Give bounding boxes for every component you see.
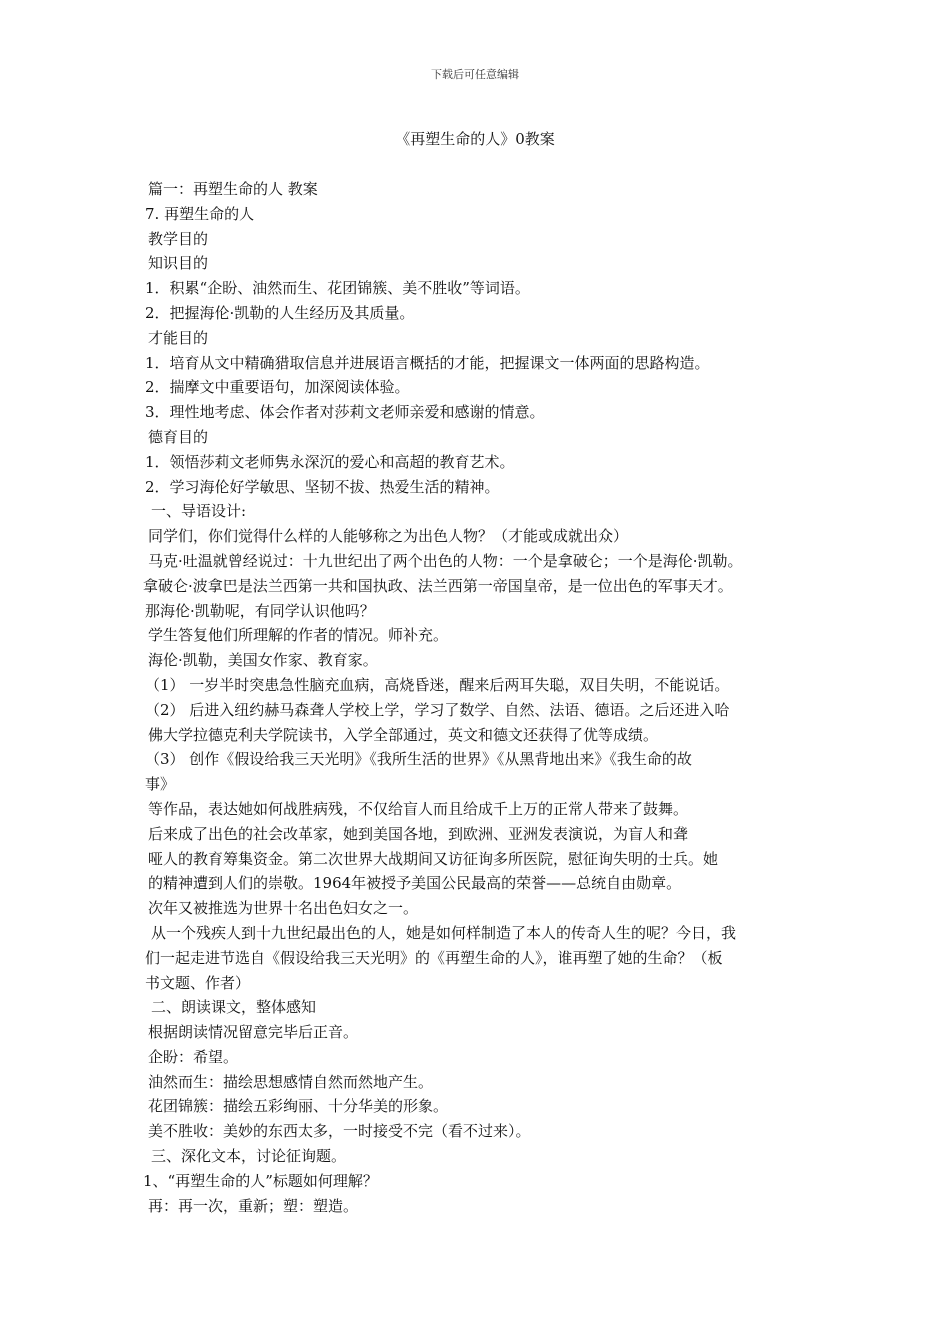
paragraph-line: 一、导语设计:: [151, 502, 247, 521]
paragraph-line: 7. 再塑生命的人: [145, 204, 255, 223]
paragraph-line: 从一个残疾人到十九世纪最出色的人，她是如何样制造了本人的传奇人生的呢？今日，我: [151, 923, 737, 942]
paragraph-line: 马克·吐温就曾经说过：十九世纪出了两个出色的人物：一个是拿破仑；一个是海伦·凯勒。: [148, 551, 743, 570]
paragraph-line: 2．揣摩文中重要语句，加深阅读体验。: [145, 378, 410, 397]
page-header-note: 下载后可任意编辑: [431, 68, 519, 81]
paragraph-line: 事》: [145, 775, 176, 794]
paragraph-line: 那海伦·凯勒呢，有同学认识他吗？: [145, 601, 375, 620]
paragraph-line: 1、“再塑生命的人”标题如何理解？: [143, 1171, 378, 1190]
paragraph-line: 等作品，表达她如何战胜病残，不仅给盲人而且给成千上万的正常人带来了鼓舞。: [148, 799, 689, 818]
paragraph-line: 知识目的: [148, 254, 209, 273]
paragraph-line: 哑人的教育筹集资金。第二次世界大战期间又访征询多所医院，慰征询失明的士兵。她: [148, 849, 719, 868]
paragraph-line: 同学们，你们觉得什么样的人能够称之为出色人物？（才能或成就出众）: [148, 527, 629, 546]
paragraph-line: 1．培育从文中精确猎取信息并进展语言概括的才能，把握课文一体两面的思路构造。: [145, 353, 710, 372]
paragraph-line: 次年又被推选为世界十名出色妇女之一。: [148, 899, 419, 918]
paragraph-line: 海伦·凯勒，美国女作家、教育家。: [148, 651, 378, 670]
paragraph-line: 根据朗读情况留意完毕后正音。: [148, 1023, 359, 1042]
paragraph-line: 1．积累“企盼、油然而生、花团锦簇、美不胜收”等词语。: [145, 279, 530, 298]
paragraph-line: 1．领悟莎莉文老师隽永深沉的爱心和高超的教育艺术。: [145, 452, 515, 471]
paragraph-line: 企盼：希望。: [148, 1047, 239, 1066]
paragraph-line: 书文题、作者）: [145, 973, 251, 992]
paragraph-line: 拿破仑·波拿巴是法兰西第一共和国执政、法兰西第一帝国皇帝，是一位出色的军事天才。: [143, 576, 733, 595]
paragraph-line: 2．把握海伦·凯勒的人生经历及其质量。: [145, 303, 415, 322]
paragraph-line: 佛大学拉德克利夫学院读书，入学全部通过，英文和德文还获得了优等成绩。: [148, 725, 659, 744]
paragraph-line: 教学目的: [148, 229, 209, 248]
paragraph-line: （3） 创作《假设给我三天光明》《我所生活的世界》《从黑背地出来》《我生命的故: [145, 750, 692, 769]
paragraph-line: （2） 后进入纽约赫马森聋人学校上学，学习了数学、自然、法语、德语。之后还进入哈: [145, 700, 730, 719]
paragraph-line: 3．理性地考虑、体会作者对莎莉文老师亲爱和感谢的情意。: [145, 403, 545, 422]
paragraph-line: 们一起走进节选自《假设给我三天光明》的《再塑生命的人》，谁再塑了她的生命？（板: [145, 948, 723, 967]
paragraph-line: （1） 一岁半时突患急性脑充血病，高烧昏迷，醒来后两耳失聪，双目失明，不能说话。: [145, 675, 730, 694]
paragraph-line: 美不胜收：美妙的东西太多，一时接受不完（看不过来）。: [148, 1122, 531, 1141]
paragraph-line: 油然而生：描绘思想感情自然而然地产生。: [148, 1072, 434, 1091]
paragraph-line: 花团锦簇：描绘五彩绚丽、十分华美的形象。: [148, 1097, 449, 1116]
document-body: [145, 177, 815, 1218]
paragraph-line: 后来成了出色的社会改革家，她到美国各地，到欧洲、亚洲发表演说，为盲人和聋: [148, 824, 689, 843]
paragraph-line: 学生答复他们所理解的作者的情况。师补充。: [148, 626, 449, 645]
paragraph-line: 篇一：再塑生命的人 教案: [148, 180, 318, 198]
paragraph-line: 2．学习海伦好学敏思、坚韧不拔、热爱生活的精神。: [145, 477, 500, 496]
paragraph-line: 才能目的: [148, 328, 209, 347]
paragraph-line: 德育目的: [148, 427, 209, 446]
paragraph-line: 的精神遭到人们的崇敬。1964年被授予美国公民最高的荣誉——总统自由勋章。: [148, 874, 682, 893]
paragraph-line: 二、朗读课文，整体感知: [151, 998, 317, 1017]
paragraph-line: 再：再一次，重新；塑：塑造。: [148, 1196, 359, 1215]
document-title: 《再塑生命的人》0教案: [395, 130, 555, 148]
paragraph-line: 三、深化文本，讨论征询题。: [151, 1147, 347, 1166]
